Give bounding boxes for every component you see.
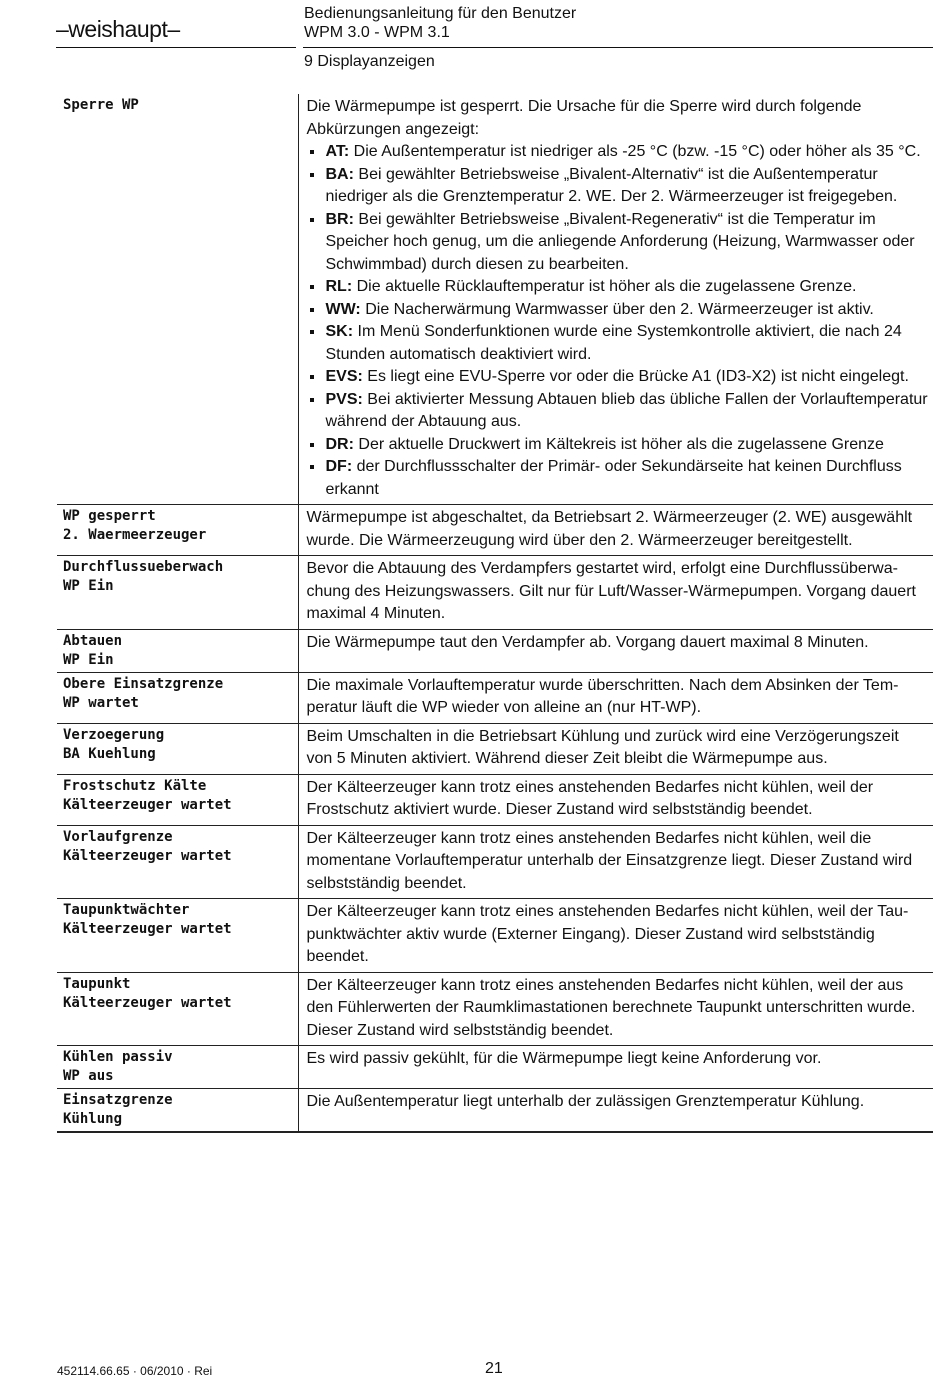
abbreviation-text: Bei gewählter Betriebsweise „Bivalent-Alternativ“ ist die Außentemperatur niedriger als die Grenztemperatur 2. WE. Der 2. Wärmeerzeuger ist freigegeben. xyxy=(325,165,898,205)
header-rule-right xyxy=(303,47,933,48)
display-text-cell xyxy=(57,505,298,556)
description-cell: Es wird passiv gekühlt, für die Wärmepumpe liegt keine Anforderung vor. xyxy=(298,1046,933,1089)
abbreviation: SK: xyxy=(325,323,354,340)
display-text-line: Kühlen passiv xyxy=(63,1049,173,1065)
display-text-cell xyxy=(57,723,298,774)
table-row xyxy=(57,899,933,973)
description-cell: Wärmepumpe ist abgeschaltet, da Betriebsart 2. Wärmeerzeuger (2. WE) ausgewählt wurde. Die Wärmeerzeugung wird über den 2. Wärmeerzeuger bereitgestellt. xyxy=(298,505,933,556)
abbreviation: AT: xyxy=(325,143,350,160)
display-text-line: WP Ein xyxy=(63,578,114,594)
description-intro: Die Wärmepumpe ist gesperrt. Die Ursache für die Sperre wird durch folgende Abkürzungen angezeigt: xyxy=(306,98,862,138)
display-text-cell xyxy=(57,629,298,672)
display-text-line: Obere Einsatzgrenze xyxy=(63,675,224,692)
header-rule-left xyxy=(56,47,296,48)
abbreviation: RL: xyxy=(325,278,353,295)
description-cell xyxy=(298,94,933,505)
abbreviation-text: der Durchflussschalter der Primär- oder Sekundärseite hat keinen Durchfluss erkannt xyxy=(325,458,902,498)
abbreviation: BR: xyxy=(325,210,354,228)
list-item xyxy=(307,321,930,366)
abbreviation-text: Die Außentemperatur ist niedriger als -25 °C (bzw. -15 °C) oder höher als 35 °C. xyxy=(353,143,921,160)
abbreviation: BA: xyxy=(325,165,354,183)
display-text-line: Sperre WP xyxy=(63,97,139,113)
document-title-line2: WPM 3.0 - WPM 3.1 xyxy=(304,24,450,41)
description-cell: Die Wärmepumpe taut den Verdampfer ab. Vorgang dauert maximal 8 Minuten. xyxy=(298,629,933,672)
table-row xyxy=(57,556,933,630)
display-text-cell xyxy=(57,899,298,973)
abbreviation-text: Der aktuelle Druckwert im Kältekreis ist höher als die zugelassene Grenze xyxy=(358,435,884,453)
display-messages-table xyxy=(57,94,933,1133)
list-item xyxy=(307,434,930,457)
weishaupt-logo: –weishaupt– xyxy=(56,16,180,42)
table-row xyxy=(57,1046,933,1089)
display-text-line: WP wartet xyxy=(63,694,139,711)
abbreviation-text: Es liegt eine EVU-Sperre vor oder die Brücke A1 (ID3-X2) ist nicht eingelegt. xyxy=(367,368,909,385)
display-text-line: Durchflussueberwach xyxy=(63,559,224,575)
table-row xyxy=(57,505,933,556)
abbreviation-text: Die Nacherwärmung Warmwasser über den 2. Wärmeerzeuger ist aktiv. xyxy=(365,300,874,318)
abbreviation: EVS: xyxy=(325,368,363,385)
display-text-cell xyxy=(57,972,298,1046)
page-number: 21 xyxy=(485,1360,503,1377)
table-row xyxy=(57,825,933,899)
display-text-line: Taupunkt xyxy=(63,975,131,992)
document-number: 452114.66.65 · 06/2010 · Rei xyxy=(57,1364,213,1378)
abbreviation-text: Bei gewählter Betriebsweise „Bivalent-Regenerativ“ ist die Temperatur im Speicher hoch genug, um die anliegende Anforderung (Heizung, Warmwasser oder Schwimmbad) durch diesen zu bearbeiten. xyxy=(325,210,915,273)
abbreviation-text: Die aktuelle Rücklauftemperatur ist höher als die zugelassene Grenze. xyxy=(356,278,857,295)
list-item xyxy=(307,164,930,209)
list-item xyxy=(307,389,930,434)
display-text-line: Kälteerzeuger wartet xyxy=(63,847,232,864)
abbreviation: WW: xyxy=(325,300,361,318)
description-cell: Der Kälteerzeuger kann trotz eines anstehenden Bedarfes nicht kühlen, weil der Taupunktwächter aktiv wurde (Externer Eingang). Dieser Zustand wird selbstständig beendet. xyxy=(298,899,933,973)
display-text-line: WP aus xyxy=(63,1068,114,1084)
display-text-line: 2. Waermeerzeuger xyxy=(63,527,207,543)
display-text-line: Taupunktwächter xyxy=(63,902,190,918)
table-row xyxy=(57,972,933,1046)
abbreviation-text: Bei aktivierter Messung Abtauen blieb das übliche Fallen der Vorlauftemperatur während der Abtauung aus. xyxy=(325,390,928,430)
table-row xyxy=(57,672,933,723)
display-text-cell xyxy=(57,672,298,723)
display-text-cell xyxy=(57,825,298,899)
description-cell: Die maximale Vorlauftemperatur wurde überschritten. Nach dem Absinken der Temperatur läuft die WP wieder von alleine an (nur HT-WP). xyxy=(298,672,933,723)
list-item xyxy=(307,456,930,501)
table-row xyxy=(57,629,933,672)
display-text-line: Kälteerzeuger wartet xyxy=(63,994,232,1011)
description-cell: Der Kälteerzeuger kann trotz eines anstehenden Bedarfes nicht kühlen, weil der aus den Fühlerwerten der Raumklimastationen berechnete Taupunkt unterschritten wurde. Dieser Zustand wird selbstständig beendet. xyxy=(298,972,933,1046)
description-cell: Die Außentemperatur liegt unterhalb der zulässigen Grenztemperatur Kühlung. xyxy=(298,1089,933,1133)
document-title-line1: Bedienungsanleitung für den Benutzer xyxy=(304,5,577,22)
display-text-line: Kühlung xyxy=(63,1111,123,1127)
description-cell: Der Kälteerzeuger kann trotz eines anstehenden Bedarfes nicht kühlen, weil die momentane Vorlauftemperatur unterhalb der Einsatzgrenze liegt. Dieser Zustand wird selbstständig beendet. xyxy=(298,825,933,899)
table-row xyxy=(57,1089,933,1133)
display-text-line: Verzoegerung xyxy=(63,726,165,743)
list-item xyxy=(307,366,930,389)
display-text-line: Kälteerzeuger wartet xyxy=(63,796,232,813)
display-text-cell xyxy=(57,1089,298,1133)
abbreviation-text: Im Menü Sonderfunktionen wurde eine Systemkontrolle aktiviert, die nach 24 Stunden automatisch deaktiviert wird. xyxy=(325,323,902,363)
table-row xyxy=(57,774,933,825)
display-text-cell xyxy=(57,774,298,825)
display-text-line: Kälteerzeuger wartet xyxy=(63,921,232,937)
display-text-cell xyxy=(57,1046,298,1089)
table-row xyxy=(57,723,933,774)
display-text-line: Vorlaufgrenze xyxy=(63,828,173,845)
abbreviation-list xyxy=(307,141,930,501)
description-cell: Der Kälteerzeuger kann trotz eines anstehenden Bedarfes nicht kühlen, weil der Frostschutz aktiviert wurde. Dieser Zustand wird selbstständig beendet. xyxy=(298,774,933,825)
display-text-line: Frostschutz Kälte xyxy=(63,777,207,794)
display-text-cell xyxy=(57,94,298,505)
abbreviation: DR: xyxy=(325,435,354,453)
display-text-line: BA Kuehlung xyxy=(63,745,156,762)
abbreviation: DF: xyxy=(325,458,353,475)
description-cell: Bevor die Abtauung des Verdampfers gestartet wird, erfolgt eine Durchflussüberwachung des Heizungswassers. Gilt nur für Luft/Wasser-Wärmepumpen. Vorgang dauert maximal 4 Minuten. xyxy=(298,556,933,630)
display-text-cell xyxy=(57,556,298,630)
list-item xyxy=(307,299,930,322)
document-title xyxy=(304,4,576,42)
display-text-line: Einsatzgrenze xyxy=(63,1092,173,1108)
abbreviation: PVS: xyxy=(325,390,363,408)
description-cell: Beim Umschalten in die Betriebsart Kühlung und zurück wird eine Verzögerungszeit von 5 Minuten aktiviert. Während dieser Zeit bleibt die Wärmepumpe aus. xyxy=(298,723,933,774)
list-item xyxy=(307,141,930,164)
table-row xyxy=(57,94,933,505)
section-title: 9 Displayanzeigen xyxy=(304,53,435,70)
display-text-line: WP gesperrt xyxy=(63,508,156,524)
display-text-line: WP Ein xyxy=(63,651,114,668)
display-text-line: Abtauen xyxy=(63,632,123,649)
list-item xyxy=(307,276,930,299)
list-item xyxy=(307,209,930,277)
